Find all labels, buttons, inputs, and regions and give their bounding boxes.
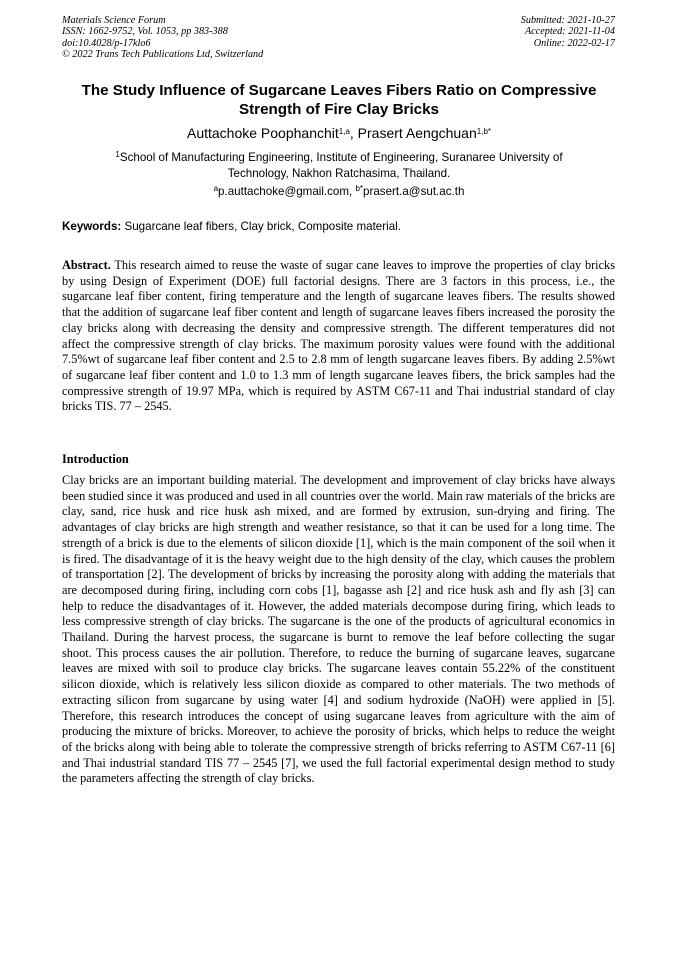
paper-title bbox=[50, 82, 628, 119]
author-1-sup: 1,a bbox=[338, 127, 350, 136]
header-publication-info bbox=[62, 15, 263, 61]
email-b[interactable]: prasert.a@sut.ac.th bbox=[363, 185, 465, 198]
email-a-sup: a bbox=[213, 184, 219, 193]
abstract-label: Abstract. bbox=[62, 258, 111, 272]
journal-name: Materials Science Forum bbox=[62, 15, 166, 26]
author-1: Auttachoke Poophanchit bbox=[186, 125, 339, 141]
affiliation-line-1: School of Manufacturing Engineering, Institute of Engineering, Suranaree University of bbox=[119, 151, 563, 164]
affiliation bbox=[90, 150, 588, 182]
header-dates bbox=[521, 15, 615, 49]
accepted-date: Accepted: 2021-11-04 bbox=[524, 26, 615, 38]
title-line-2: Strength of Fire Clay Bricks bbox=[238, 100, 440, 118]
keywords-label: Keywords: bbox=[62, 220, 122, 233]
email-a[interactable]: p.auttachoke@gmail.com, bbox=[218, 185, 356, 198]
keywords-text: Sugarcane leaf fibers, Clay brick, Composite material. bbox=[121, 220, 401, 233]
abstract-text: This research aimed to reuse the waste of sugar cane leaves to improve the properties of clay bricks by using Design of Experiment (DOE) full factorial designs. There are 3 factors in this process, i.e., the sugarcane leaf fiber content, firing temperature and the length of sugarcane leaves fibers. The results showed that the addition of sugarcane leaf fiber content and length of sugarcane leaves fibers increased the porosity the clay bricks along with decreasing the density and compressive strength. The different temperatures did not affect the compressive strength of clay bricks. The maximum porosity values were found with the additional 7.5%wt of sugarcane leaf fiber content and 2.5 to 2.8 mm of length sugarcane leaves fibers. By adding 2.5%wt of sugarcane leaf fiber content and 1.0 to 1.3 mm of length sugarcane leaves fibers, the brick samples had the compressive strength of 19.97 MPa, which is required by ASTM C67-11 and Thai industrial standard of clay bricks TIS. 77 – 2545. bbox=[62, 258, 615, 414]
author-2: Prasert Aengchuan bbox=[357, 125, 477, 141]
online-date: Online: 2022-02-17 bbox=[533, 37, 615, 49]
author-emails bbox=[60, 185, 618, 199]
issn: ISSN: 1662-9752, Vol. 1053, pp 383-388 bbox=[62, 26, 228, 38]
doi: doi:10.4028/p-17klo6 bbox=[62, 37, 151, 49]
affiliation-sup: 1 bbox=[115, 150, 120, 159]
introduction-text: Clay bricks are an important building material. The development and improvement of clay bricks have always been studied since it was produced and used in all countries over the world. Main raw materials of the bricks are clay, sand, rice husk and rice husk ash mixed, and are formed by extrusion, sun-drying and firing. The advantages of clay bricks are high strength and weather resistance, so that it can be used for a long time. The strength of a brick is due to the elements of silicon dioxide [1], which is the main component of the soil when it is fired. The disadvantage of it is the heavy weight due to the high density of the clay, which causes the problem of transportation [2]. The development of bricks by increasing the porosity along with adding the materials that are decomposed during firing, including corn cobs [1], bagasse ash [2] and rice husk ash and fly ash [3] can help to reduce the disadvantages of it. However, the added materials decompose during firing, which leads to less compressive strength of clay bricks. The sugarcane is the one of the products of agricultural economics in Thailand. During the harvest process, the sugarcane is burnt to remove the leaf before collecting the sugar shoot. This process causes the air pollution. Therefore, to reduce the burning of sugarcane leaves, sugarcane leaves are mixed with soil to produce clay bricks. The sugarcane leaves contain 55.22% of the constituent silicon dioxide, which is relatively less silicon dioxide as compared to other materials. The two methods of extracting silicon from sugarcane by using water [4] and sodium hydroxide (NaOH) were applied in [5]. Therefore, this research introduces the concept of using sugarcane leaves from agriculture with the aim of producing the mixture of bricks. Moreover, to achieve the porosity of bricks, which helps to reduce the weight of the bricks along with being able to tolerate the compressive strength of bricks referring to ASTM C67-11 [6] and Thai industrial standard TIS 77 – 2545 [7], we used the full factorial experimental design method to study the parameters affecting the strength of clay bricks. bbox=[62, 473, 615, 786]
keywords bbox=[62, 220, 615, 234]
submitted-date: Submitted: 2021-10-27 bbox=[520, 15, 615, 26]
copyright: © 2022 Trans Tech Publications Ltd, Switzerland bbox=[62, 49, 264, 61]
introduction-heading: Introduction bbox=[62, 452, 129, 466]
title-line-1: The Study Influence of Sugarcane Leaves Fibers Ratio on Compressive bbox=[81, 82, 597, 99]
author-separator: , bbox=[349, 125, 358, 141]
email-b-sup: b* bbox=[355, 184, 364, 193]
author-2-sup: 1,b* bbox=[476, 127, 491, 136]
affiliation-line-2: Technology, Nakhon Ratchasima, Thailand. bbox=[227, 167, 451, 180]
authors bbox=[40, 125, 638, 142]
abstract bbox=[62, 258, 615, 415]
